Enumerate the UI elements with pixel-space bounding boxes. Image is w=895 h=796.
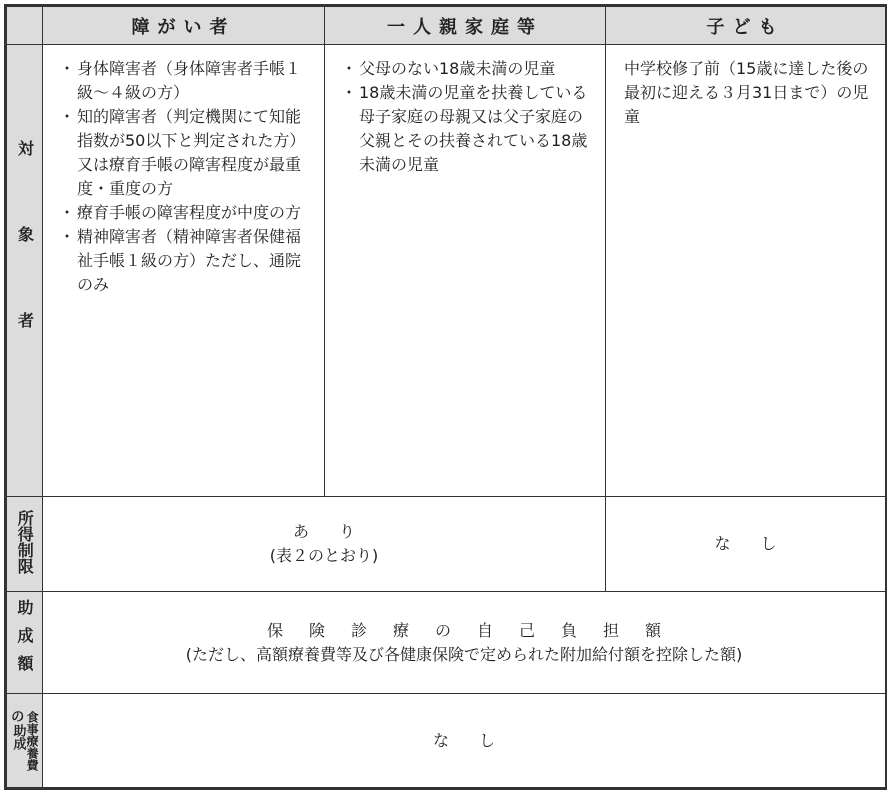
subsidy-row	[7, 592, 886, 694]
eligibility-disabled-list	[61, 57, 310, 297]
subsidy-row-label: 助成額	[7, 592, 43, 694]
corner-cell	[7, 7, 43, 45]
list-item: ・ 父母のない18歳未満の児童	[343, 57, 591, 81]
meal-cost-no: なし	[432, 730, 525, 750]
meal-cost-label-part: 食事療養費	[25, 710, 40, 771]
eligibility-row-label: 対象者	[7, 45, 43, 497]
list-item: ・ 身体障害者（身体障害者手帳１級～４級の方）	[61, 57, 310, 105]
income-limit-note: (表２のとおり)	[269, 546, 379, 565]
eligibility-disabled	[43, 45, 325, 497]
eligibility-single-parent	[325, 45, 606, 497]
meal-cost-value	[43, 694, 886, 788]
header-single-parent: 一人親家庭等	[325, 7, 606, 45]
income-limit-row-label: 所得制限	[7, 497, 43, 592]
subsidy-value	[43, 592, 886, 694]
list-item: ・ 知的障害者（判定機関にて知能指数が50以下と判定された方）又は療育手帳の障害程度が最重度・重度の方	[61, 105, 310, 201]
list-item: ・ 療育手帳の障害程度が中度の方	[61, 201, 310, 225]
meal-cost-row-label	[7, 694, 43, 788]
header-disabled: 障がい者	[43, 7, 325, 45]
income-limit-no: なし	[714, 534, 807, 553]
subsidy-table-frame	[4, 4, 887, 790]
income-limit-children	[606, 497, 886, 592]
eligibility-children-text: 中学校修了前（15歳に達した後の最初に迎える３月31日まで）の児童	[624, 59, 869, 126]
income-limit-yes: あり	[292, 522, 385, 541]
list-item: ・ 精神障害者（精神障害者保健福祉手帳１級の方）ただし、通院のみ	[61, 225, 310, 297]
meal-cost-label-part: 助成	[10, 724, 26, 751]
meal-cost-row	[7, 694, 886, 788]
header-children: 子ども	[606, 7, 886, 45]
eligibility-single-parent-list	[343, 57, 591, 177]
list-item: ・ 18歳未満の児童を扶養している母子家庭の母親又は父子家庭の父親とその扶養されている18歳未満の児童	[343, 81, 591, 177]
subsidy-table	[6, 6, 886, 788]
subsidy-main: 保険診療の自己負担額	[266, 620, 687, 640]
income-limit-row	[7, 497, 886, 592]
header-row	[7, 7, 886, 45]
meal-cost-label-part: の	[11, 709, 25, 725]
eligibility-children	[606, 45, 886, 497]
eligibility-row	[7, 45, 886, 497]
subsidy-note: (ただし、高額療養費等及び各健康保険で定められた附加給付額を控除した額)	[185, 644, 743, 664]
income-limit-disabled-single	[43, 497, 606, 592]
meal-cost-label	[7, 711, 42, 771]
